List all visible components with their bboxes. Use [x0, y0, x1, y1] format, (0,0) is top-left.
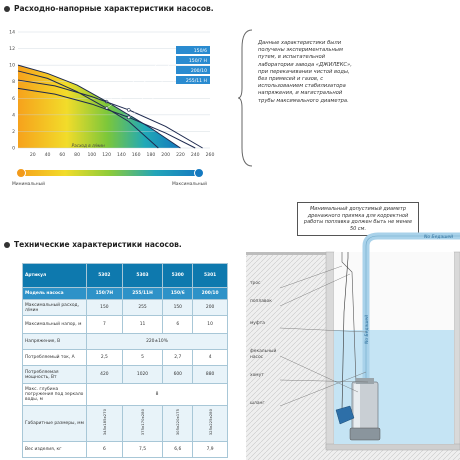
table-row [23, 350, 228, 366]
table-cell: 6 [163, 316, 193, 334]
gradient-max-label: Максимальный [172, 182, 207, 187]
row-label: Максимальный расход, л/мин [23, 300, 87, 316]
chart-note: Данные характеристики были получены экспериментальным путем, в испытательной лаборатории завода «ДЖИЛЕКС», при перекачивании чистой воды, без примесей и газов, с использованием стабилизатора напряжения, и магистральной трубы максимального диаметра. [258, 40, 352, 104]
x-tick-label: 20 [29, 153, 36, 158]
x-tick-label: 40 [44, 153, 51, 158]
table-row [23, 288, 228, 300]
table-header-cell: 5303 [122, 264, 163, 288]
table-cell [87, 406, 123, 442]
x-tick-label: 120 [102, 153, 112, 158]
label-float: поплавок [250, 299, 272, 304]
table-row [23, 300, 228, 316]
bullet-icon [4, 6, 10, 12]
table-header-cell: 5301 [193, 264, 228, 288]
pit-wall-left [326, 252, 334, 448]
flow-head-chart [0, 16, 230, 166]
table-cell: 880 [193, 366, 228, 384]
y-tick-label: 12 [9, 47, 15, 53]
table-cell: 600 [163, 366, 193, 384]
row-label: Модель насоса [23, 288, 87, 300]
diagram-note: Минимальный допустимый диаметр дренажного приямка для корректной работы поплавка должен быть не менее 50 см. [297, 202, 419, 236]
y-tick-label: 4 [12, 113, 15, 119]
table-cell: 7,5 [122, 442, 163, 458]
table-header-row [23, 264, 228, 288]
installation-diagram [246, 232, 460, 460]
gradient-min-dot [16, 168, 26, 178]
row-label: Потребляемая мощность, Вт [23, 366, 87, 384]
table-cell: 220±10% [87, 334, 228, 350]
x-tick-label: 140 [116, 153, 126, 158]
table-cell: 8 [87, 384, 228, 406]
pit-floor [326, 444, 460, 450]
table-row [23, 366, 228, 384]
x-axis-label: Расход в л/мин [71, 143, 105, 148]
table-row [23, 316, 228, 334]
legend-leader [129, 70, 176, 110]
table-cell: 150 [163, 300, 193, 316]
legend-label: 150/6 [193, 48, 207, 54]
pipe-label-vertical: No Бедашей [365, 314, 370, 344]
pipe-label: No Бедашей [424, 235, 454, 240]
table-cell: 7 [87, 316, 123, 334]
table-row [23, 334, 228, 350]
x-tick-label: 100 [87, 153, 97, 158]
table-cell: 255 [122, 300, 163, 316]
x-tick-label: 260 [205, 153, 215, 158]
table-cell: 6,6 [163, 442, 193, 458]
y-tick-label: 0 [12, 146, 15, 152]
label-clamp: хомут [250, 373, 264, 378]
table-cell [193, 406, 228, 442]
legend-label: 200/10 [190, 68, 207, 74]
table-cell: 4 [193, 350, 228, 366]
legend-leader [107, 50, 176, 102]
legend-leader [129, 80, 176, 117]
row-label: Потребляемый ток, А [23, 350, 87, 366]
chart-section-title: Расходно-напорные характеристики насосов. [4, 4, 214, 13]
gradient-bar [20, 170, 200, 176]
x-tick-label: 220 [176, 153, 185, 158]
table-cell: 150 [87, 300, 123, 316]
table-row [23, 384, 228, 406]
row-label: Макс. глубина погружения под зеркало воды, м [23, 384, 87, 406]
pit-air [334, 252, 454, 330]
table-cell: 2,5 [87, 350, 123, 366]
table-cell: 255/11Н [122, 288, 163, 300]
label-rope: трос [250, 281, 261, 286]
x-tick-label: 180 [146, 153, 156, 158]
spec-section-title: Технические характеристики насосов. [4, 240, 182, 249]
spec-table [22, 263, 228, 458]
table-cell [163, 406, 193, 442]
dimension-value: 325х225х280 [207, 409, 213, 436]
gradient-max-dot [194, 168, 204, 178]
pump [350, 378, 380, 440]
table-cell: 200 [193, 300, 228, 316]
note-bracket [238, 28, 254, 168]
table-cell: 150/7Н [87, 288, 123, 300]
y-tick-label: 6 [12, 96, 15, 102]
table-cell: 10 [193, 316, 228, 334]
dimension-value: 375х170х280 [140, 409, 146, 436]
label-hose: шланг [250, 401, 265, 406]
table-cell: 200/10 [193, 288, 228, 300]
table-row [23, 406, 228, 442]
row-label: Вес изделия, кг [23, 442, 87, 458]
y-tick-label: 14 [9, 30, 15, 36]
y-tick-label: 2 [12, 129, 15, 135]
label-pump: фекальный насос [250, 349, 277, 360]
table-row [23, 442, 228, 458]
table-cell: 2,7 [163, 350, 193, 366]
row-label: Максимальный напор, м [23, 316, 87, 334]
legend-label: 255/11 Н [185, 78, 207, 84]
legend-label: 150/7 Н [188, 58, 207, 64]
table-cell: 1020 [122, 366, 163, 384]
bullet-icon [4, 242, 10, 248]
x-tick-label: 80 [74, 153, 81, 158]
dimension-value: 345х185х270 [101, 409, 107, 436]
y-tick-label: 10 [9, 63, 15, 69]
x-tick-label: 200 [161, 153, 171, 158]
table-cell: 11 [122, 316, 163, 334]
table-cell: 5 [122, 350, 163, 366]
pit-wall-right [454, 252, 460, 448]
table-header-cell: Артикул [23, 264, 87, 288]
table-cell: 7,9 [193, 442, 228, 458]
x-tick-label: 160 [131, 153, 141, 158]
table-header-cell: 5302 [87, 264, 123, 288]
label-coupling: муфта [250, 321, 265, 326]
x-tick-label: 60 [59, 153, 66, 158]
row-label: Напряжение, В [23, 334, 87, 350]
dimension-value: 305х220х175 [175, 409, 181, 436]
table-cell: 420 [87, 366, 123, 384]
legend-leader [107, 60, 176, 108]
row-label: Габаритные размеры, мм [23, 406, 87, 442]
x-tick-label: 240 [190, 153, 200, 158]
table-cell [122, 406, 163, 442]
table-cell: 150/6 [163, 288, 193, 300]
table-header-cell: 5300 [163, 264, 193, 288]
y-tick-label: 8 [12, 80, 15, 86]
table-cell: 6 [87, 442, 123, 458]
gradient-min-label: Минимальный [12, 182, 45, 187]
